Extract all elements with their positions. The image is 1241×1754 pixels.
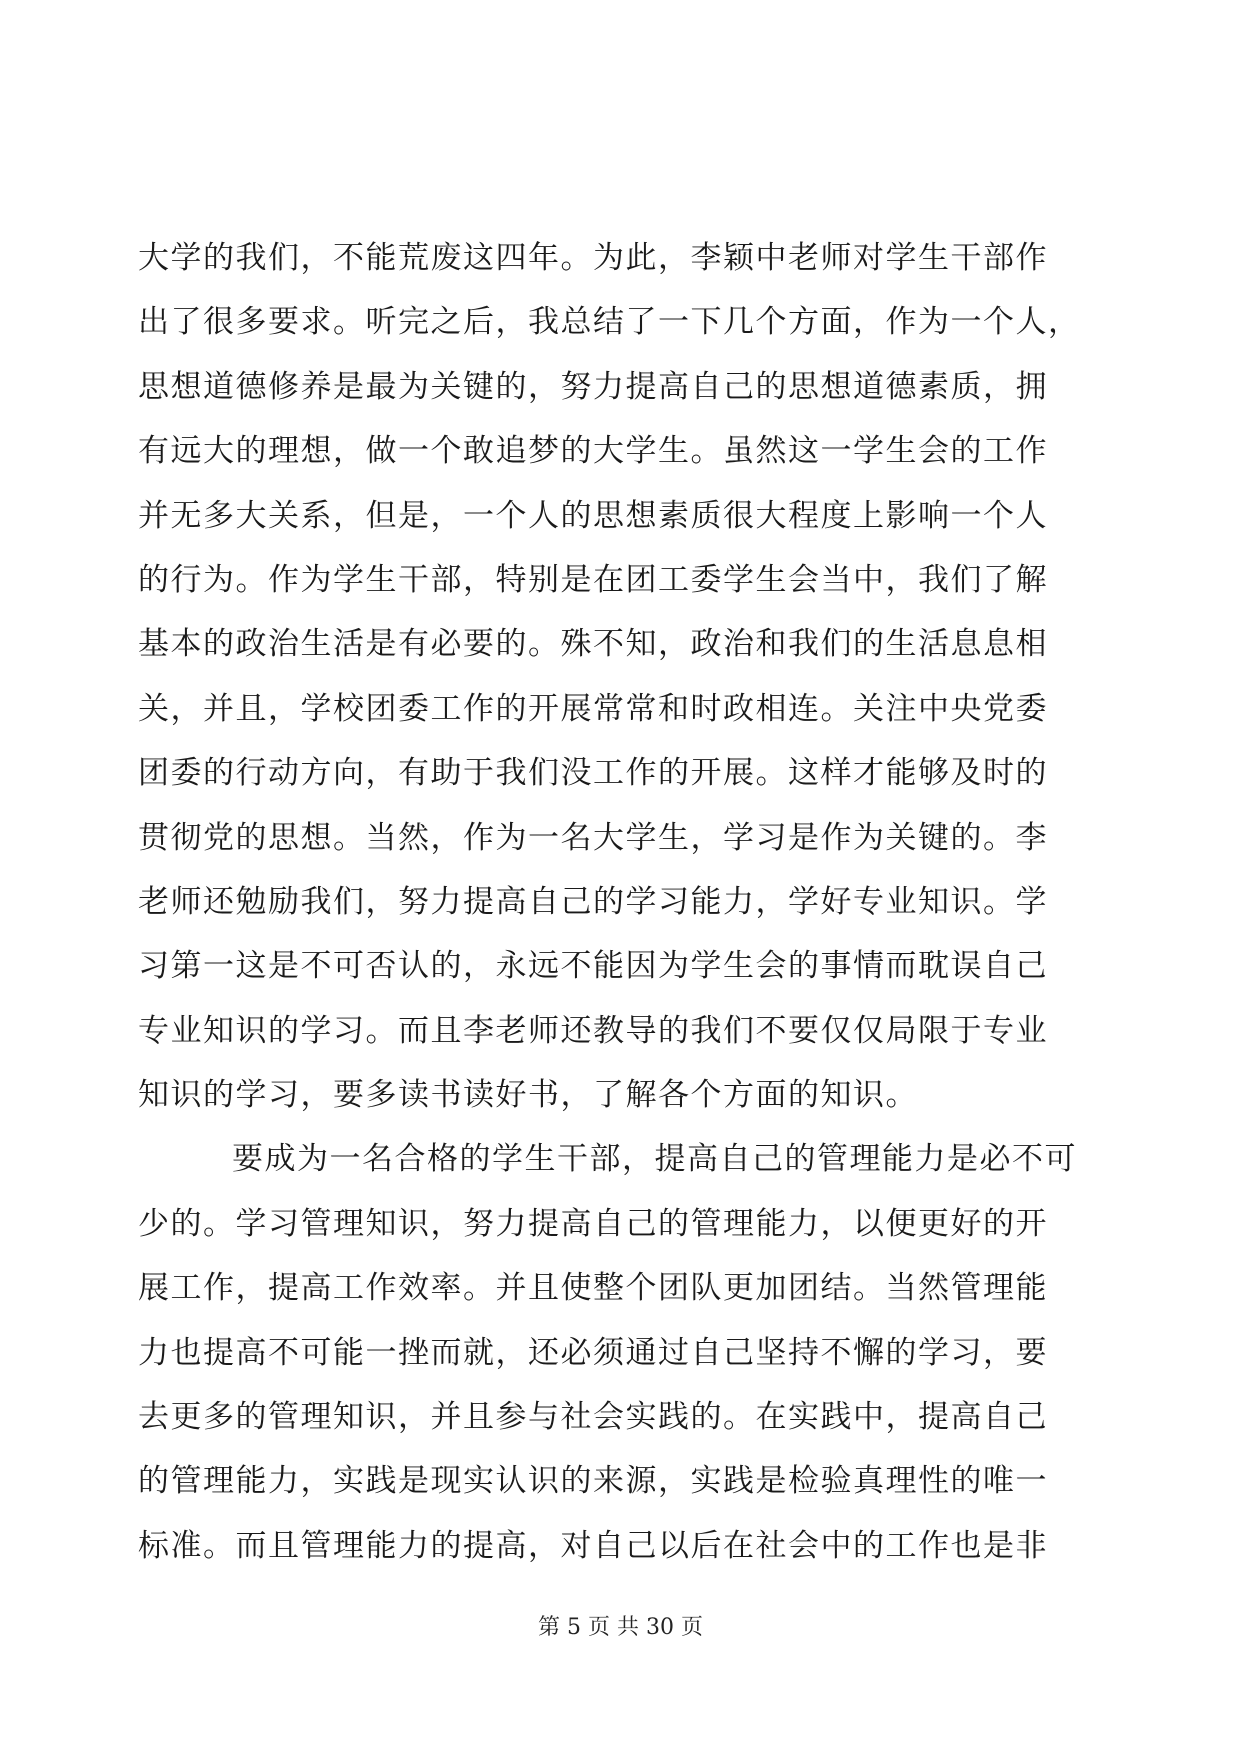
text-line: 基本的政治生活是有必要的。殊不知，政治和我们的生活息息相 — [138, 626, 1048, 663]
text-line: 标准。而且管理能力的提高，对自己以后在社会中的工作也是非 — [138, 1527, 1048, 1564]
text-line: 关，并且，学校团委工作的开展常常和时政相连。关注中央党委 — [138, 690, 1048, 727]
text-line: 专业知识的学习。而且李老师还教导的我们不要仅仅局限于专业 — [138, 1012, 1048, 1049]
text-line: 的行为。作为学生干部，特别是在团工委学生会当中，我们了解 — [138, 561, 1048, 598]
text-line: 力也提高不可能一挫而就，还必须通过自己坚持不懈的学习，要 — [138, 1334, 1048, 1371]
page-number-footer: 第 5 页 共 30 页 — [538, 1615, 703, 1640]
text-line: 去更多的管理知识，并且参与社会实践的。在实践中，提高自己 — [138, 1399, 1048, 1436]
body-text — [138, 226, 1081, 1578]
text-line: 大学的我们，不能荒废这四年。为此，李颖中老师对学生干部作 — [138, 240, 1048, 276]
paragraph-first-line: 要成为一名合格的学生干部，提高自己的管理能力是必不可 — [232, 1141, 1077, 1178]
text-line: 展工作，提高工作效率。并且使整个团队更加团结。当然管理能 — [138, 1270, 1048, 1307]
text-line: 老师还勉励我们，努力提高自己的学习能力，学好专业知识。学 — [138, 883, 1048, 920]
text-line: 并无多大关系，但是，一个人的思想素质很大程度上影响一个人 — [138, 497, 1048, 534]
text-line: 贯彻党的思想。当然，作为一名大学生，学习是作为关键的。李 — [138, 819, 1048, 856]
text-line: 有远大的理想，做一个敢追梦的大学生。虽然这一学生会的工作 — [138, 433, 1048, 470]
text-line: 少的。学习管理知识，努力提高自己的管理能力，以便更好的开 — [138, 1205, 1048, 1242]
text-line: 知识的学习，要多读书读好书，了解各个方面的知识。 — [138, 1077, 918, 1114]
text-line: 思想道德修养是最为关键的，努力提高自己的思想道德素质，拥 — [138, 368, 1048, 405]
text-line: 习第一这是不可否认的，永远不能因为学生会的事情而耽误自己 — [138, 948, 1048, 985]
text-line: 团委的行动方向，有助于我们没工作的开展。这样才能够及时的 — [138, 755, 1048, 792]
text-line: 出了很多要求。听完之后，我总结了一下几个方面，作为一个人， — [138, 304, 1081, 341]
text-line: 的管理能力，实践是现实认识的来源，实践是检验真理性的唯一 — [138, 1463, 1048, 1500]
